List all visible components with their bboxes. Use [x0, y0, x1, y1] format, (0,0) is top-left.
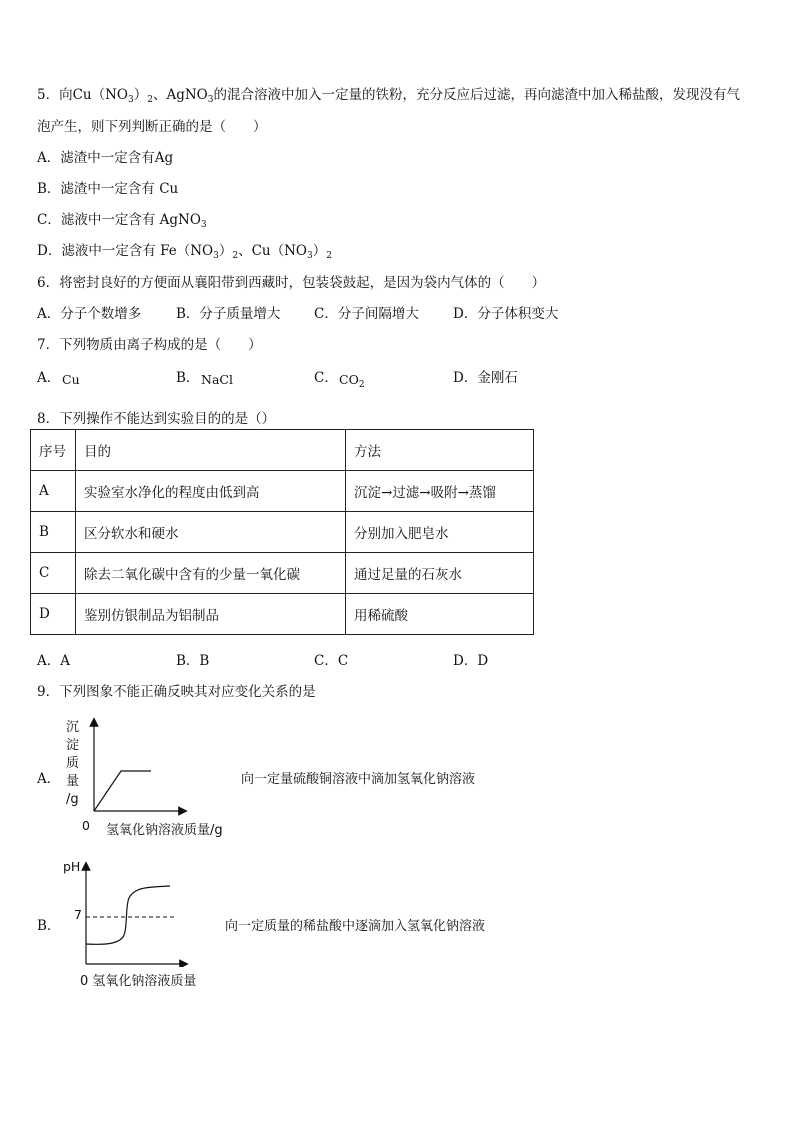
table-header-cell: 目的 [76, 430, 346, 471]
table-row [31, 594, 534, 635]
q5-text: ） [218, 243, 233, 259]
graph-b-description: 向一定质量的稀盐酸中逐滴加入氢氧化钠溶液 [225, 919, 486, 934]
graph-a [85, 712, 195, 822]
subscript: 3 [207, 95, 214, 105]
q9-option-b-label: B． [37, 918, 61, 934]
ylabel-char: 量 [66, 774, 80, 789]
q5-stem-line1 [37, 83, 740, 105]
table-row [31, 553, 534, 594]
table-cell: 实验室水净化的程度由低到高 [76, 471, 346, 512]
table-cell: D [31, 594, 76, 635]
q6-option-b: B．分子质量增大 [176, 306, 281, 322]
q5-text: ） [312, 243, 327, 259]
table-cell: 鉴别仿银制品为铝制品 [76, 594, 346, 635]
q8-option-d: D．D [453, 653, 489, 669]
q5-text: 5．向Cu（NO [37, 87, 128, 103]
subscript: 2 [358, 380, 365, 390]
table-header-cell: 方法 [346, 430, 534, 471]
table-cell: A [31, 471, 76, 512]
table-cell: 沉淀→过滤→吸附→蒸馏 [346, 471, 534, 512]
subscript: 3 [213, 251, 219, 261]
q6-option-d: D．分子体积变大 [453, 306, 559, 322]
table-row [31, 512, 534, 553]
q7-option-b: B． [176, 370, 200, 386]
table-cell: 除去二氧化碳中含有的少量一氧化碳 [76, 553, 346, 594]
q8-option-b: B．B [176, 653, 210, 669]
q7-option-a-value: Cu [62, 372, 80, 387]
ylabel-char: 沉 [66, 720, 80, 735]
q5-option-d [37, 239, 332, 261]
q8-option-c: C．C [314, 653, 349, 669]
q5-text: C．滤液中一定含有 AgNO [37, 212, 201, 228]
q7-option-c-value [339, 372, 365, 390]
graph-a-curve [94, 771, 151, 811]
ylabel-char: 质 [66, 756, 80, 771]
table-header-cell: 序号 [31, 430, 76, 471]
q6-stem: 6．将密封良好的方便面从襄阳带到西藏时，包装袋鼓起，是因为袋内气体的（ ） [37, 275, 546, 291]
subscript: 3 [200, 220, 207, 230]
table-cell: C [31, 553, 76, 594]
subscript: 3 [128, 95, 134, 105]
q7-option-b-value: NaCl [201, 372, 233, 387]
q6-option-a: A．分子个数增多 [37, 306, 142, 322]
graph-b [80, 852, 195, 967]
graph-b-xlabel: 0 氢氧化钠溶液质量 [80, 974, 197, 989]
table-cell: 用稀硫酸 [346, 594, 534, 635]
graph-a-origin: 0 [82, 818, 90, 833]
q8-stem: 8．下列操作不能达到实验目的的是（） [37, 411, 276, 427]
graph-b-ytick-7: 7 [74, 907, 82, 922]
q7-option-a [37, 366, 60, 386]
ylabel-char: /g [66, 792, 79, 807]
table-cell: 通过足量的石灰水 [346, 553, 534, 594]
q7-stem: 7．下列物质由离子构成的是（ ） [37, 337, 262, 353]
subscript: 3 [307, 251, 313, 261]
graph-a-xlabel: 氢氧化钠溶液质量/g [106, 823, 223, 838]
subscript: 2 [232, 251, 239, 261]
ylabel-char: 淀 [66, 738, 80, 753]
subscript: 2 [147, 95, 153, 105]
q5-text: D．滤液中一定含有 Fe（NO [37, 243, 214, 259]
q5-text: ） [133, 87, 148, 103]
graph-a-ylabel [66, 719, 86, 809]
graph-b-curve [86, 886, 170, 944]
q8-table [30, 429, 534, 635]
q5-option-c [37, 208, 207, 230]
q7-option-d: D．金刚石 [453, 370, 518, 386]
table-cell: 区分软水和硬水 [76, 512, 346, 553]
formula: CO [339, 372, 359, 387]
table-row [31, 471, 534, 512]
q5-text: 、AgNO [152, 87, 208, 103]
table-header-row [31, 430, 534, 471]
table-cell: B [31, 512, 76, 553]
q5-text: 、Cu（NO [238, 243, 307, 259]
q9-stem: 9．下列图象不能正确反映其对应变化关系的是 [37, 684, 316, 700]
q6-option-c: C．分子间隔增大 [314, 306, 419, 322]
q5-option-b: B．滤渣中一定含有 Cu [37, 181, 179, 197]
q5-option-a: A．滤渣中一定含有Ag [37, 150, 174, 166]
q9-option-a-label: A． [37, 771, 61, 787]
subscript: 2 [326, 251, 332, 261]
q5-stem-line2: 泡产生，则下列判断正确的是（ ） [37, 119, 267, 135]
q8-option-a: A．A [37, 653, 70, 669]
graph-b-ylabel: pH [63, 859, 81, 874]
option-label: A． [37, 370, 61, 386]
graph-a-description: 向一定量硫酸铜溶液中滴加氢氧化钠溶液 [241, 772, 476, 787]
q5-text: 的混合溶液中加入一定量的铁粉，充分反应后过滤，再向滤渣中加入稀盐酸，发现没有气 [213, 87, 740, 103]
q7-option-c: C． [314, 370, 338, 386]
table-cell: 分别加入肥皂水 [346, 512, 534, 553]
